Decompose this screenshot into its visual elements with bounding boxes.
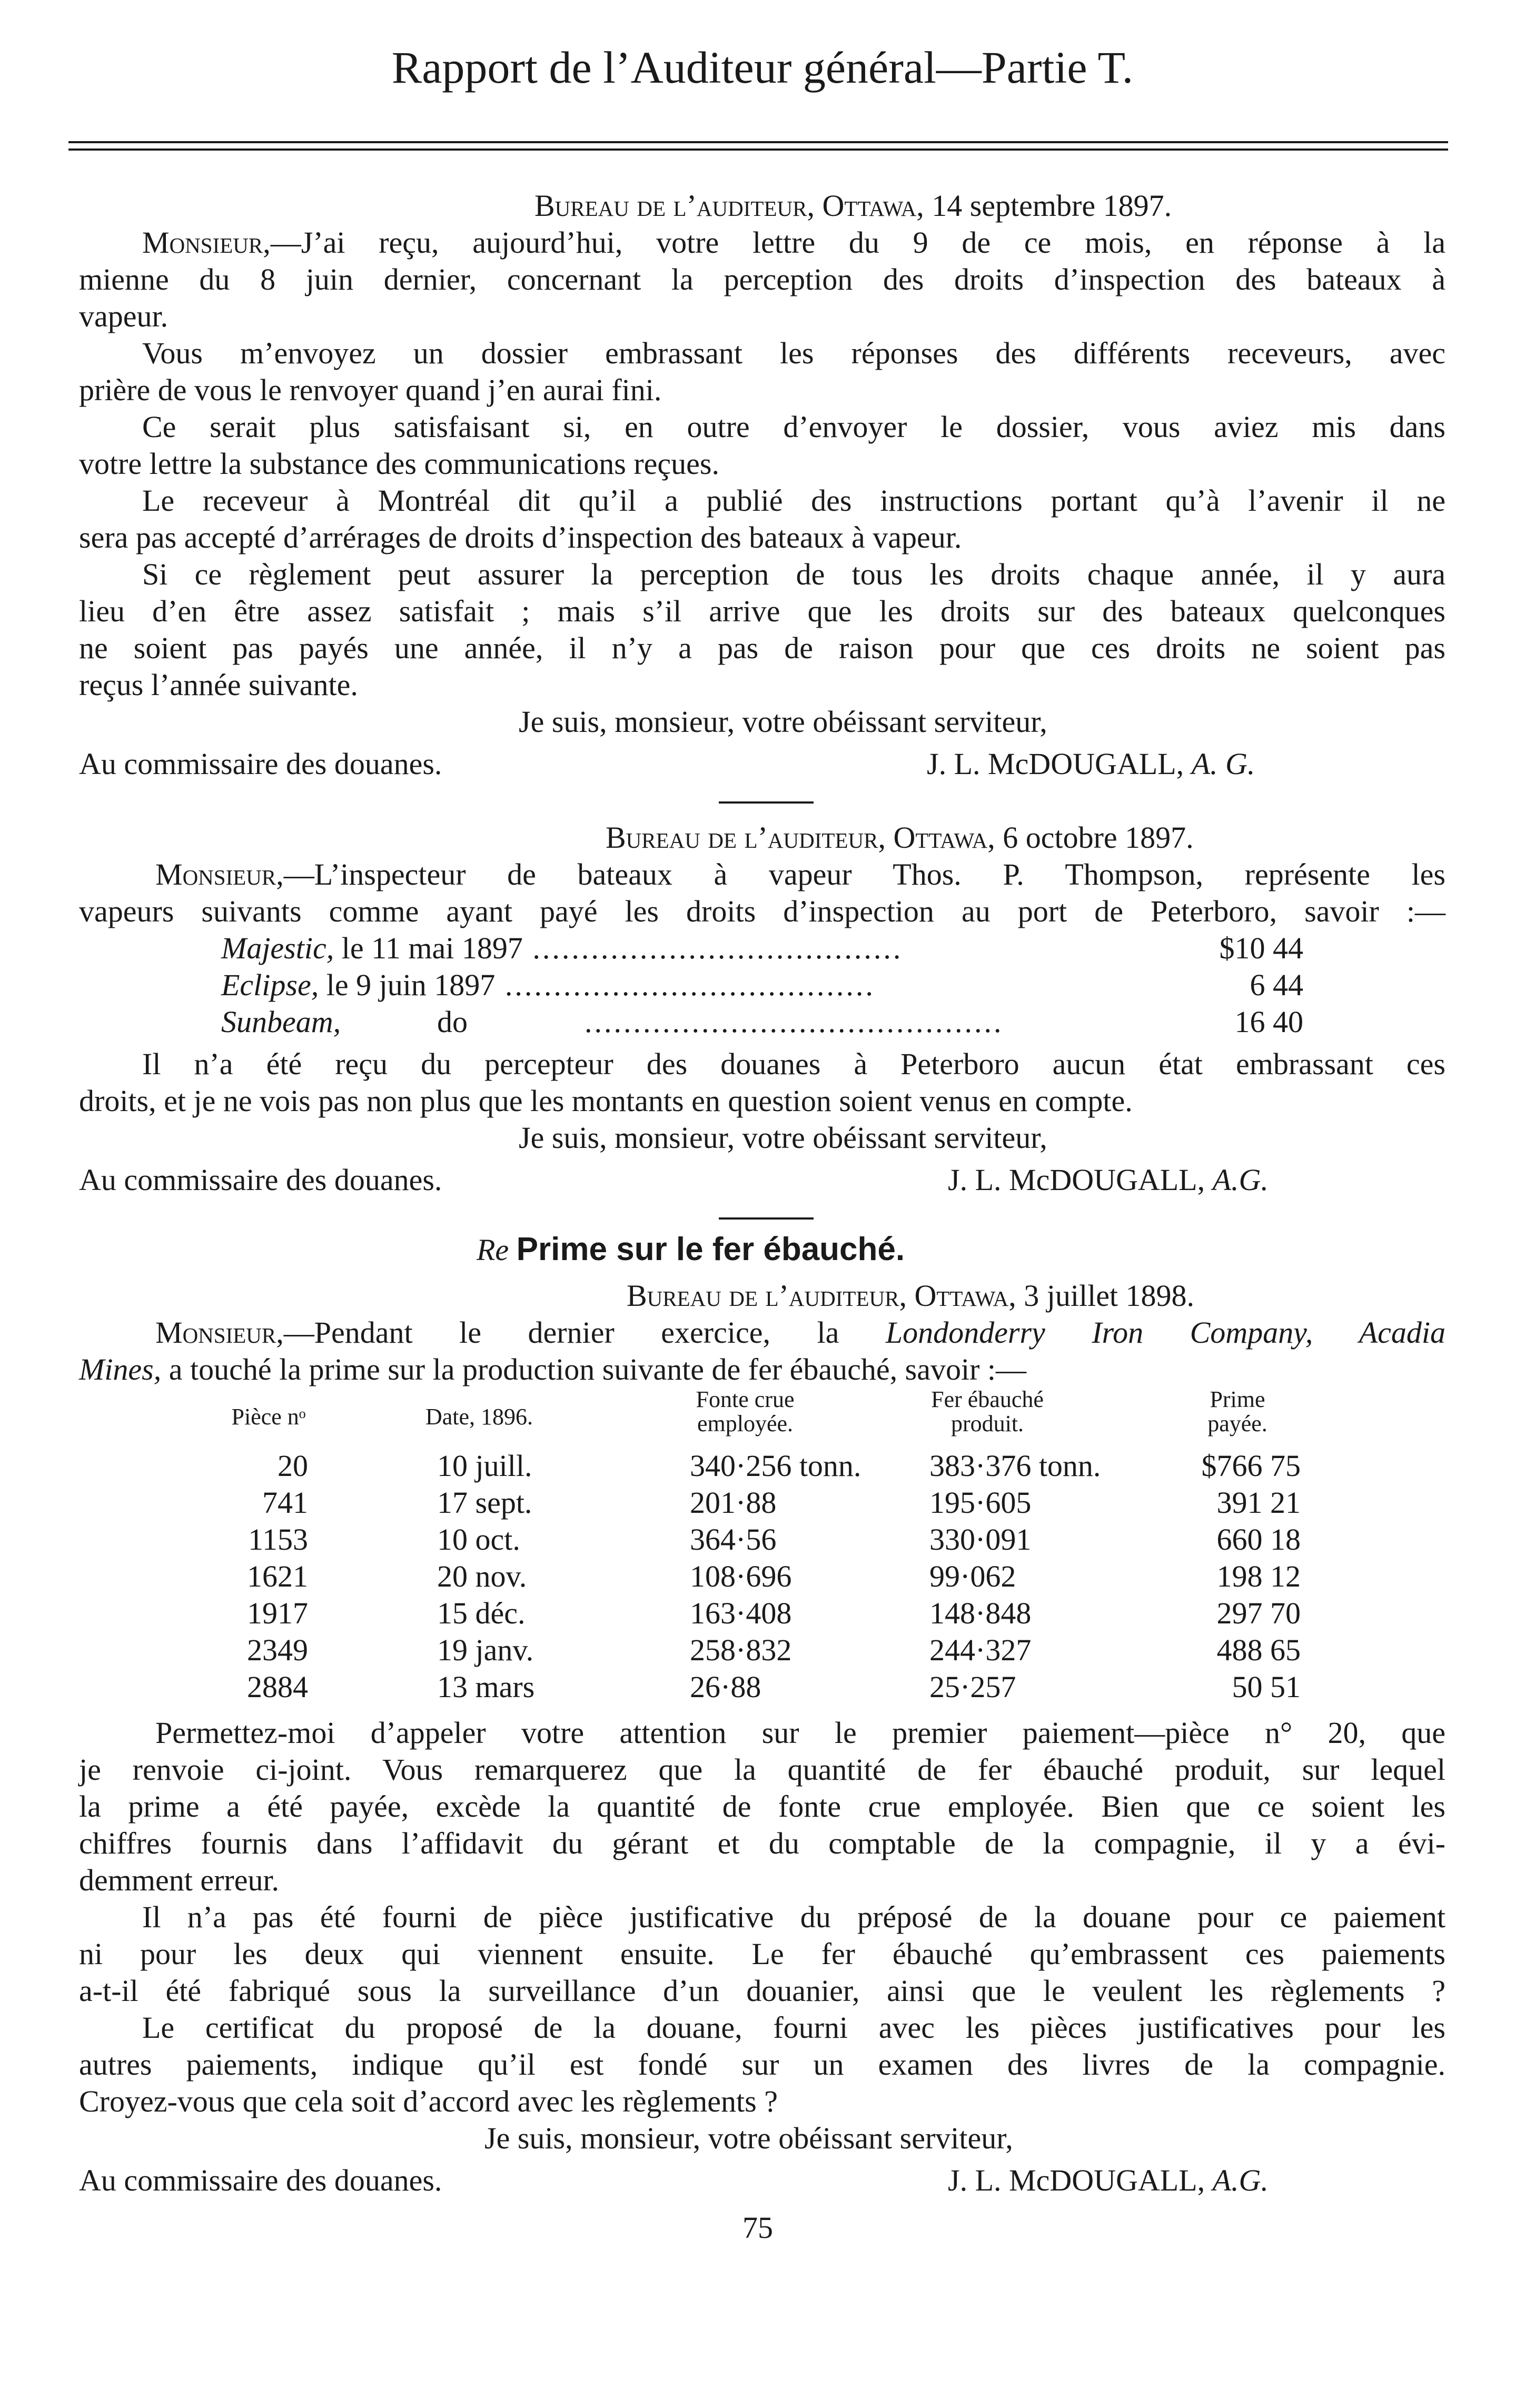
dateline-city: Ottawa: [914, 1279, 1009, 1313]
table-cell: 391 21: [1216, 1485, 1301, 1520]
boat-amount: 16 40: [1234, 1005, 1303, 1039]
boat-name: Majestic,: [221, 931, 334, 965]
boat-amount: 6 44: [1250, 968, 1303, 1002]
text-fragment: a touché la prime sur la production suivante de fer ébauché, savoir :—: [169, 1352, 1026, 1386]
table-header: Fonte crue employée.: [696, 1386, 795, 1437]
table-header: Date, 1896.: [425, 1404, 533, 1430]
letter-3-line-2: [79, 1354, 1026, 1385]
text-line: Ce serait plus satisfaisant si, en outre d’envoyer le dossier, vous aviez mis dans: [142, 410, 1445, 444]
table-cell: 17 sept.: [437, 1485, 532, 1520]
table-cell: 108·696: [690, 1559, 792, 1593]
text-line: sera pas accepté d’arrérages de droits d’inspection des bateaux à vapeur.: [79, 520, 962, 554]
text-line: prière de vous le renvoyer quand j’en aurai fini.: [79, 373, 662, 407]
text-line: Il n’a été reçu du percepteur des douanes à Peterboro aucun état embrassant ces: [142, 1047, 1445, 1081]
dateline-office: Bureau de l’auditeur: [534, 189, 807, 223]
table-cell: $766 75: [1201, 1449, 1301, 1483]
signature-name: J. L. McDOUGALL,: [948, 1163, 1205, 1197]
dateline-office: Bureau de l’auditeur: [606, 820, 878, 855]
table-cell: 10 oct.: [437, 1522, 520, 1557]
letter-3-subject: [477, 1233, 905, 1266]
table-cell: 244·327: [929, 1633, 1032, 1667]
letter-1-signature: [927, 749, 1255, 779]
header-rule-bottom: [68, 148, 1448, 151]
letter-3-signature: [948, 2165, 1269, 2196]
letter-2-line-1: [155, 859, 1445, 890]
table-cell: 258·832: [690, 1633, 792, 1667]
table-cell: 198 12: [1216, 1559, 1301, 1593]
salutation: Monsieur,: [142, 225, 271, 260]
leader-dots: ......................................: [495, 968, 875, 1002]
text-line: reçus l’année suivante.: [79, 668, 358, 702]
letter-2-closing: Je suis, monsieur, votre obéissant serviteur,: [519, 1121, 1047, 1155]
letter-2-signature: [948, 1165, 1269, 1195]
boat-date: do: [437, 1005, 468, 1039]
table-cell: 1621: [247, 1559, 308, 1593]
table-cell: 1917: [247, 1596, 308, 1630]
salutation: Monsieur,: [155, 1315, 284, 1350]
text-line: Le receveur à Montréal dit qu’il a publié des instructions portant qu’à l’avenir il ne: [142, 483, 1445, 518]
table-cell: 148·848: [929, 1596, 1032, 1630]
signature-title: A. G.: [1191, 747, 1255, 781]
letter-1-line-1: [142, 227, 1445, 258]
letter-3-addressee: Au commissaire des douanes.: [79, 2163, 442, 2197]
text-line: chiffres fournis dans l’affidavit du gérant et du comptable de la compagnie, il y a évi-: [79, 1826, 1445, 1860]
text-line: vapeurs suivants comme ayant payé les droits d’inspection au port de Peterboro, savoir :—: [79, 894, 1445, 928]
letter-1-addressee: Au commissaire des douanes.: [79, 747, 442, 781]
letter-1-dateline: Bureau de l’auditeur, Ottawa, 14 septembre 1897.: [534, 189, 1172, 223]
text-line: Croyez-vous que cela soit d’accord avec les règlements ?: [79, 2084, 778, 2118]
table-cell: 19 janv.: [437, 1633, 534, 1667]
text-line: demment erreur.: [79, 1863, 280, 1897]
header-rule-top: [68, 141, 1448, 143]
table-cell: 163·408: [690, 1596, 792, 1630]
table-cell: 15 déc.: [437, 1596, 526, 1630]
text-line: la prime a été payée, excède la quantité de fonte crue employée. Bien que ce soient les: [79, 1789, 1445, 1824]
leader-dots: ...........................................: [585, 1005, 1004, 1039]
boat-amount: $10 44: [1219, 931, 1303, 965]
dateline-date: 6 octobre 1897.: [1003, 820, 1194, 855]
table-cell: 330·091: [929, 1522, 1032, 1557]
boat-item: [221, 970, 1303, 1000]
table-header: Fer ébauché produit.: [931, 1386, 1044, 1437]
subject-title: Prime sur le fer ébauché.: [516, 1231, 905, 1267]
text-line: —J’ai reçu, aujourd’hui, votre lettre du 9 de ce mois, en réponse à la: [270, 225, 1445, 260]
letter-2-dateline: Bureau de l’auditeur, Ottawa, 6 octobre 1897.: [606, 820, 1194, 855]
letter-3-closing: Je suis, monsieur, votre obéissant serviteur,: [484, 2121, 1013, 2155]
signature-name: J. L. McDOUGALL,: [927, 747, 1184, 781]
table-cell: 13 mars: [437, 1670, 535, 1704]
table-header: Prime payée.: [1207, 1386, 1267, 1437]
text-line: vapeur.: [79, 299, 169, 333]
dateline-city: Ottawa: [893, 820, 988, 855]
page-number: 75: [742, 2211, 773, 2245]
table-cell: 20 nov.: [437, 1559, 527, 1593]
boat-item: [221, 1007, 1303, 1037]
text-line: autres paiements, indique qu’il est fondé sur un examen des livres de la compagnie.: [79, 2047, 1445, 2082]
boat-date: le 11 mai 1897: [341, 931, 523, 965]
table-cell: 1153: [248, 1522, 308, 1557]
text-fragment: —Pendant le dernier exercice, la: [283, 1315, 839, 1350]
boat-item: [221, 933, 1303, 964]
boat-name: Sunbeam,: [221, 1005, 341, 1039]
separator-rule: [719, 801, 814, 804]
table-header: Pièce nᵒ: [231, 1404, 306, 1430]
letter-1-closing: Je suis, monsieur, votre obéissant serviteur,: [519, 705, 1047, 739]
text-line: Le certificat du proposé de la douane, fourni avec les pièces justificatives pour les: [142, 2010, 1445, 2045]
dateline-city: Ottawa: [822, 189, 917, 223]
text-line: lieu d’en être assez satisfait ; mais s’il arrive que les droits sur des bateaux quelconques: [79, 594, 1445, 628]
dateline-office: Bureau de l’auditeur: [627, 1279, 899, 1313]
signature-title: A.G.: [1212, 2163, 1269, 2197]
letter-2-addressee: Au commissaire des douanes.: [79, 1163, 442, 1197]
table-cell: 195·605: [929, 1485, 1032, 1520]
table-cell: 364·56: [690, 1522, 777, 1557]
text-line: —L’inspecteur de bateaux à vapeur Thos. P. Thompson, représente les: [283, 857, 1445, 891]
dateline-date: 14 septembre 1897.: [932, 189, 1172, 223]
text-line: je renvoie ci-joint. Vous remarquerez que la quantité de fer ébauché produit, sur lequel: [79, 1752, 1445, 1787]
dateline-date: 3 juillet 1898.: [1024, 1279, 1195, 1313]
table-cell: 297 70: [1216, 1596, 1301, 1630]
table-cell: 383·376 tonn.: [929, 1449, 1101, 1483]
text-line: ni pour les deux qui viennent ensuite. Le fer ébauché qu’embrassent ces paiements: [79, 1937, 1445, 1971]
letter-3-dateline: Bureau de l’auditeur, Ottawa, 3 juillet 1898.: [627, 1279, 1195, 1313]
table-cell: 660 18: [1216, 1522, 1301, 1557]
boat-name: Eclipse,: [221, 968, 319, 1002]
company-name: Mines,: [79, 1352, 162, 1386]
text-line: Si ce règlement peut assurer la perception de tous les droits chaque année, il y aura: [142, 557, 1445, 591]
table-cell: 50 51: [1232, 1670, 1301, 1704]
table-cell: 340·256 tonn.: [690, 1449, 861, 1483]
table-cell: 741: [262, 1485, 308, 1520]
salutation: Monsieur,: [155, 857, 284, 891]
text-line: Il n’a pas été fourni de pièce justificative du préposé de la douane pour ce paiement: [142, 1900, 1445, 1934]
text-line: votre lettre la substance des communications reçues.: [79, 447, 719, 481]
table-cell: 2884: [247, 1670, 308, 1704]
subject-re: Re: [477, 1233, 509, 1267]
table-cell: 10 juill.: [437, 1449, 532, 1483]
table-cell: 25·257: [929, 1670, 1016, 1704]
signature-name: J. L. McDOUGALL,: [948, 2163, 1205, 2197]
table-cell: 99·062: [929, 1559, 1016, 1593]
separator-rule: [719, 1217, 814, 1220]
text-line: droits, et je ne vois pas non plus que les montants en question soient venus en compte.: [79, 1084, 1133, 1118]
boat-date: le 9 juin 1897: [326, 968, 496, 1002]
company-name: Londonderry Iron Company, Acadia: [885, 1315, 1445, 1350]
text-line: a-t-il été fabriqué sous la surveillance d’un douanier, ainsi que le veulent les règlements ?: [79, 1974, 1445, 2008]
table-cell: 488 65: [1216, 1633, 1301, 1667]
signature-title: A.G.: [1212, 1163, 1269, 1197]
text-line: ne soient pas payés une année, il n’y a pas de raison pour que ces droits ne soient pas: [79, 631, 1445, 665]
table-cell: 20: [278, 1449, 308, 1483]
text-line: Vous m’envoyez un dossier embrassant les réponses des différents receveurs, avec: [142, 336, 1445, 370]
table-cell: 2349: [247, 1633, 308, 1667]
running-header: Rapport de l’Auditeur général—Partie T.: [391, 42, 1134, 93]
leader-dots: ......................................: [522, 931, 903, 965]
text-line: mienne du 8 juin dernier, concernant la perception des droits d’inspection des bateaux à: [79, 262, 1445, 296]
text-line: Permettez-moi d’appeler votre attention sur le premier paiement—pièce n° 20, que: [155, 1716, 1445, 1750]
table-cell: 26·88: [690, 1670, 761, 1704]
table-cell: 201·88: [690, 1485, 777, 1520]
letter-3-line-1: [155, 1317, 1445, 1348]
